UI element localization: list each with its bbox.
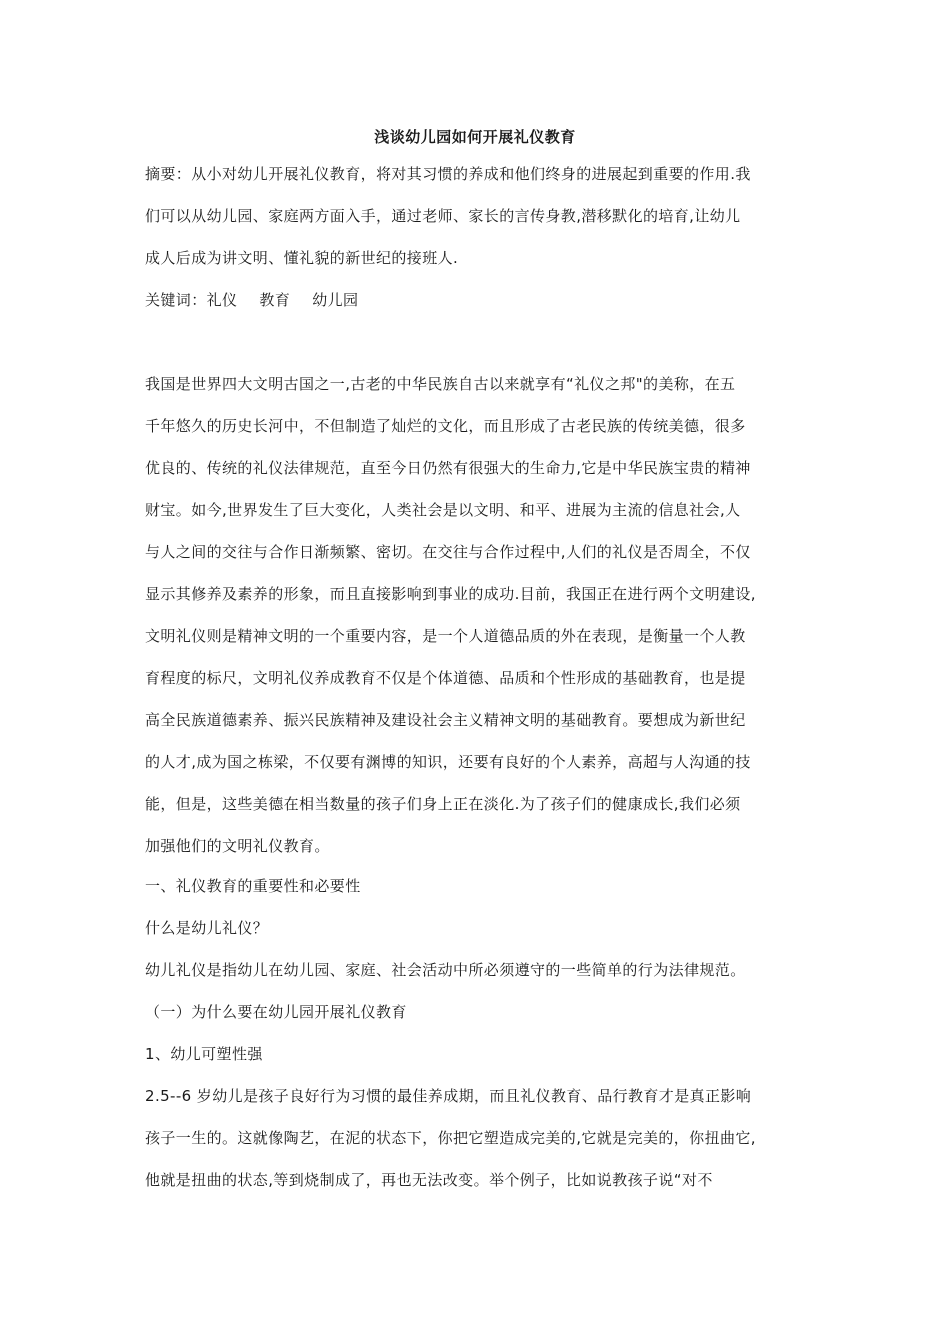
- intro-line: 显示其修养及素养的形象，而且直接影响到事业的成功.目前，我国正在进行两个文明建设,: [145, 585, 756, 603]
- intro-line: 能，但是，这些美德在相当数量的孩子们身上正在淡化.为了孩子们的健康成长,我们必须: [145, 795, 741, 813]
- intro-line: 优良的、传统的礼仪法律规范，直至今日仍然有很强大的生命力,它是中华民族宝贵的精神: [145, 459, 751, 477]
- point-line: 他就是扭曲的状态,等到烧制成了，再也无法改变。举个例子，比如说教孩子说“对不: [145, 1171, 713, 1189]
- section-heading: 一、礼仪教育的重要性和必要性: [145, 877, 361, 895]
- keywords-line: [145, 290, 358, 310]
- intro-line: 与人之间的交往与合作日渐频繁、密切。在交往与合作过程中,人们的礼仪是否周全，不仅: [145, 543, 751, 561]
- definition-line: 幼儿礼仪是指幼儿在幼儿园、家庭、社会活动中所必须遵守的一些简单的行为法律规范。: [145, 961, 746, 979]
- question-line: 什么是幼儿礼仪？: [145, 919, 269, 937]
- point-heading: 1、幼儿可塑性强: [145, 1045, 263, 1063]
- keyword: 礼仪: [206, 291, 238, 309]
- intro-line: 高全民族道德素养、振兴民族精神及建设社会主义精神文明的基础教育。要想成为新世纪: [145, 711, 746, 729]
- subsection-heading: （一）为什么要在幼儿园开展礼仪教育: [145, 1003, 407, 1021]
- abstract-line: 们可以从幼儿园、家庭两方面入手，通过老师、家长的言传身教,潜移默化的培育,让幼儿: [145, 207, 741, 225]
- intro-line: 财宝。如今,世界发生了巨大变化，人类社会是以文明、和平、进展为主流的信息社会,人: [145, 501, 741, 519]
- keyword: 幼儿园: [312, 291, 359, 309]
- intro-line: 文明礼仪则是精神文明的一个重要内容，是一个人道德品质的外在表现，是衡量一个人教: [145, 627, 746, 645]
- keywords-label: 关键词：: [145, 291, 207, 309]
- intro-line: 我国是世界四大文明古国之一,古老的中华民族自古以来就享有“礼仪之邦"的美称，在五: [145, 375, 736, 393]
- keyword: 教育: [259, 291, 291, 309]
- abstract-line: 成人后成为讲文明、懂礼貌的新世纪的接班人.: [145, 249, 459, 267]
- intro-line: 育程度的标尺，文明礼仪养成教育不仅是个体道德、品质和个性形成的基础教育，也是提: [145, 669, 746, 687]
- point-line: 孩子一生的。这就像陶艺，在泥的状态下，你把它塑造成完美的,它就是完美的，你扭曲它,: [145, 1129, 756, 1147]
- point-line: 2.5--6 岁幼儿是孩子良好行为习惯的最佳养成期，而且礼仪教育、品行教育才是真正影响: [145, 1087, 752, 1105]
- intro-line: 加强他们的文明礼仪教育。: [145, 837, 330, 855]
- document-title: 浅谈幼儿园如何开展礼仪教育: [374, 128, 576, 146]
- intro-line: 的人才,成为国之栋梁，不仅要有渊博的知识，还要有良好的个人素养，高超与人沟通的技: [145, 753, 751, 771]
- intro-line: 千年悠久的历史长河中，不但制造了灿烂的文化，而且形成了古老民族的传统美德，很多: [145, 417, 746, 435]
- abstract-line: 摘要：从小对幼儿开展礼仪教育，将对其习惯的养成和他们终身的进展起到重要的作用.我: [145, 165, 751, 183]
